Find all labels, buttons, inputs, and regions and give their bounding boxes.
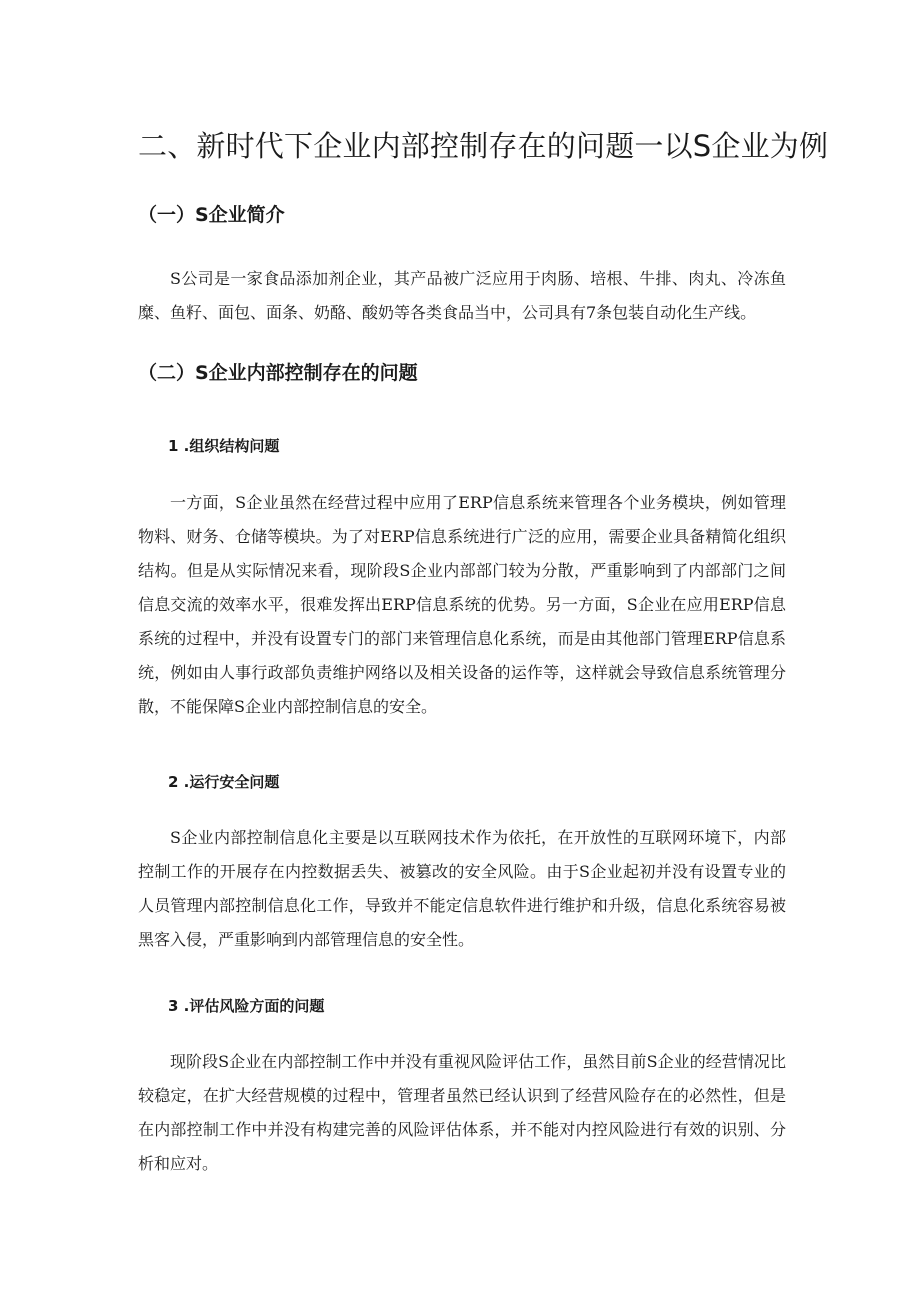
subsection-risk-paragraph: 现阶段S企业在内部控制工作中并没有重视风险评估工作，虽然目前S企业的经营情况比较稳定，在扩大经营规模的过程中，管理者虽然已经认识到了经营风险存在的必然性，但是在内部控制工作中并没有构建完善的风险评估体系，并不能对内控风险进行有效的识别、分析和应对。 (138, 1052, 786, 1173)
section-intro-paragraph: S公司是一家食品添加剂企业，其产品被广泛应用于肉肠、培根、牛排、肉丸、冷冻鱼糜、鱼籽、面包、面条、奶酪、酸奶等各类食品当中，公司具有7条包装自动化生产线。 (138, 269, 786, 322)
subsection-heading-organization: 1 .组织结构问题 (168, 437, 280, 455)
subsection-heading-risk: 3 .评估风险方面的问题 (168, 997, 325, 1015)
document-title: 二、新时代下企业内部控制存在的问题一以S企业为例 (138, 129, 829, 163)
subsection-organization-paragraph: 一方面，S企业虽然在经营过程中应用了ERP信息系统来管理各个业务模块，例如管理物料、财务、仓储等模块。为了对ERP信息系统进行广泛的应用，需要企业具备精简化组织结构。但是从实际情况来看，现阶段S企业内部部门较为分散，严重影响到了内部部门之间信息交流的效率水平，很难发挥出ERP信息系统的优势。另一方面，S企业在应用ERP信息系统的过程中，并没有设置专门的部门来管理信息化系统，而是由其他部门管理ERP信息系统，例如由人事行政部负责维护网络以及相关设备的运作等，这样就会导致信息系统管理分散，不能保障S企业内部控制信息的安全。 (138, 493, 786, 716)
section-heading-intro: （一）S企业简介 (138, 204, 285, 226)
section-heading-problems: （二）S企业内部控制存在的问题 (138, 362, 418, 384)
subsection-security-paragraph: S企业内部控制信息化主要是以互联网技术作为依托，在开放性的互联网环境下，内部控制工作的开展存在内控数据丢失、被篡改的安全风险。由于S企业起初并没有设置专业的人员管理内部控制信息化工作，导致并不能定信息软件进行维护和升级，信息化系统容易被黑客入侵，严重影响到内部管理信息的安全性。 (138, 828, 786, 949)
subsection-heading-security: 2 .运行安全问题 (168, 773, 280, 791)
